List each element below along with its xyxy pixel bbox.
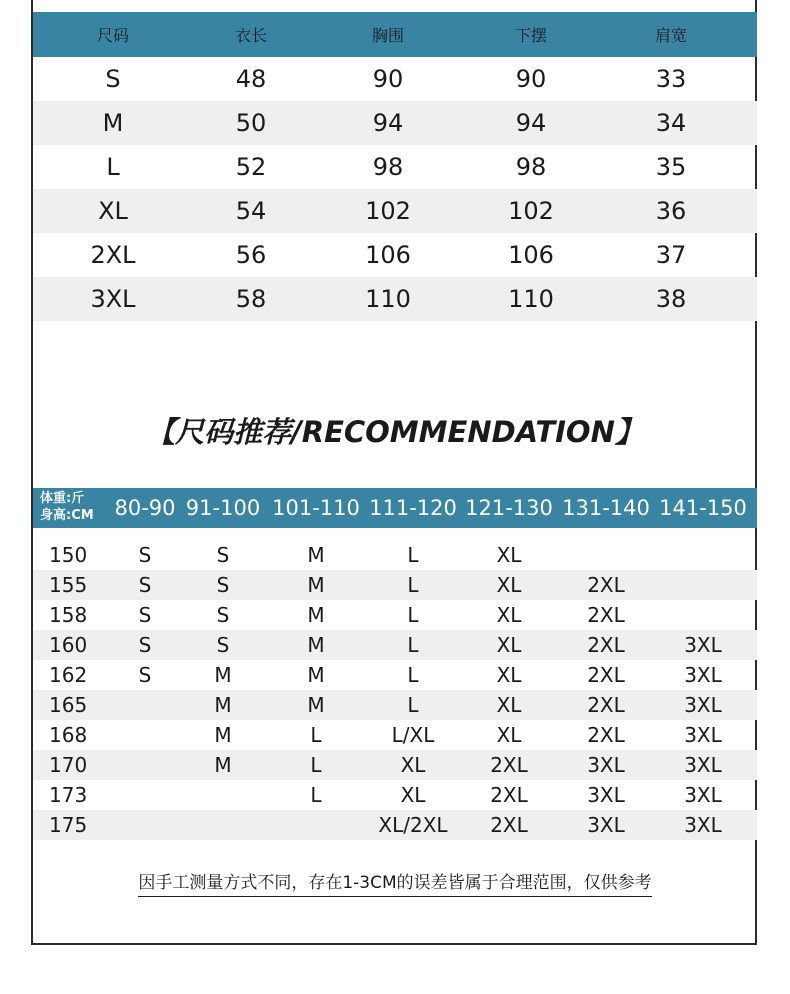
recommended-size-cell <box>658 570 748 600</box>
recommended-size-cell: S <box>138 633 152 657</box>
header-corner-label <box>40 490 94 524</box>
recommended-size-cell: L <box>310 783 322 807</box>
recommended-size-cell <box>100 810 190 840</box>
recommended-size-cell <box>271 810 361 840</box>
size-cell-size: M <box>102 109 124 137</box>
size-cell-hem: 90 <box>515 65 547 93</box>
height-value: 175 <box>49 813 88 837</box>
size-cell-length: 58 <box>235 285 267 313</box>
recommended-size-cell: XL <box>496 573 522 597</box>
recommended-size-cell: L <box>407 693 419 717</box>
size-row <box>33 145 757 189</box>
weight-range-header: 121-130 <box>465 496 553 520</box>
recommended-size-cell: S <box>138 663 152 687</box>
weight-range-header: 101-110 <box>272 496 360 520</box>
recommendation-row <box>33 750 757 780</box>
size-chart-header <box>33 12 757 57</box>
recommended-size-cell: 3XL <box>587 753 625 777</box>
size-cell-shoulder: 34 <box>655 109 687 137</box>
recommended-size-cell: M <box>214 723 232 747</box>
recommended-size-cell: 2XL <box>587 633 625 657</box>
size-cell-chest: 106 <box>365 241 411 269</box>
header-length: 衣长 <box>234 26 267 45</box>
measurement-note <box>0 868 790 893</box>
recommended-size-cell: 2XL <box>490 813 528 837</box>
recommended-size-cell: M <box>214 663 232 687</box>
recommended-size-cell: L <box>407 633 419 657</box>
size-cell-shoulder: 33 <box>655 65 687 93</box>
size-cell-shoulder: 38 <box>655 285 687 313</box>
weight-range-header: 131-140 <box>562 496 650 520</box>
recommended-size-cell: XL <box>496 543 522 567</box>
recommended-size-cell: XL <box>400 753 426 777</box>
size-cell-size: 2XL <box>90 241 136 269</box>
size-cell-chest: 94 <box>372 109 404 137</box>
size-row <box>33 277 757 321</box>
size-cell-size: S <box>105 65 121 93</box>
recommendation-title: 【尺码推荐/RECOMMENDATION】 <box>146 415 644 449</box>
recommended-size-cell: XL <box>496 663 522 687</box>
recommended-size-cell: XL/2XL <box>378 813 448 837</box>
recommended-size-cell: M <box>307 693 325 717</box>
height-value: 158 <box>49 603 88 627</box>
recommended-size-cell: 3XL <box>684 693 722 717</box>
recommended-size-cell <box>561 540 651 570</box>
recommendation-body <box>33 540 757 840</box>
size-cell-hem: 106 <box>508 241 554 269</box>
recommended-size-cell: 2XL <box>587 663 625 687</box>
recommended-size-cell: 2XL <box>587 693 625 717</box>
recommended-size-cell: S <box>138 573 152 597</box>
recommended-size-cell: XL <box>496 723 522 747</box>
measurement-note-text: 因手工测量方式不同，存在1-3CM的误差皆属于合理范围，仅供参考 <box>138 873 651 897</box>
size-cell-length: 54 <box>235 197 267 225</box>
recommended-size-cell <box>100 780 190 810</box>
recommended-size-cell: M <box>307 633 325 657</box>
size-cell-hem: 102 <box>508 197 554 225</box>
header-shoulder: 肩宽 <box>654 26 687 45</box>
recommended-size-cell: S <box>216 603 230 627</box>
recommended-size-cell: M <box>307 573 325 597</box>
recommended-size-cell: 3XL <box>684 783 722 807</box>
weight-range-header: 141-150 <box>659 496 747 520</box>
recommended-size-cell: 3XL <box>684 633 722 657</box>
header-size: 尺码 <box>96 26 129 45</box>
recommended-size-cell: 3XL <box>587 783 625 807</box>
height-value: 160 <box>49 633 88 657</box>
height-value: 165 <box>49 693 88 717</box>
recommended-size-cell: S <box>216 543 230 567</box>
size-cell-size: L <box>106 153 120 181</box>
recommended-size-cell: 3XL <box>587 813 625 837</box>
height-value: 170 <box>49 753 88 777</box>
size-row <box>33 101 757 145</box>
recommendation-header <box>33 488 757 528</box>
size-row <box>33 233 757 277</box>
height-value: 150 <box>49 543 88 567</box>
header-hem: 下摆 <box>514 26 547 45</box>
recommended-size-cell: 3XL <box>684 723 722 747</box>
size-cell-chest: 102 <box>365 197 411 225</box>
recommended-size-cell: M <box>214 693 232 717</box>
recommended-size-cell: S <box>216 573 230 597</box>
size-row <box>33 189 757 233</box>
recommended-size-cell: L <box>407 663 419 687</box>
recommended-size-cell: XL <box>400 783 426 807</box>
recommended-size-cell <box>178 810 268 840</box>
recommended-size-cell: XL <box>496 633 522 657</box>
recommended-size-cell: S <box>138 603 152 627</box>
size-row <box>33 57 757 101</box>
size-cell-length: 52 <box>235 153 267 181</box>
recommended-size-cell: XL <box>496 693 522 717</box>
recommendation-row <box>33 810 757 840</box>
size-cell-shoulder: 36 <box>655 197 687 225</box>
recommended-size-cell: L <box>310 753 322 777</box>
recommended-size-cell <box>658 540 748 570</box>
recommendation-row <box>33 780 757 810</box>
recommendation-row <box>33 660 757 690</box>
height-value: 155 <box>49 573 88 597</box>
recommended-size-cell: 2XL <box>587 573 625 597</box>
recommended-size-cell: L/XL <box>391 723 435 747</box>
recommended-size-cell: S <box>216 633 230 657</box>
recommended-size-cell: L <box>407 573 419 597</box>
recommended-size-cell: L <box>310 723 322 747</box>
recommended-size-cell: M <box>307 663 325 687</box>
weight-range-header: 80-90 <box>114 496 176 520</box>
size-cell-chest: 110 <box>365 285 411 313</box>
size-cell-chest: 98 <box>372 153 404 181</box>
weight-range-header: 91-100 <box>185 496 261 520</box>
recommended-size-cell: M <box>214 753 232 777</box>
recommendation-row <box>33 600 757 630</box>
size-chart-table <box>33 12 757 321</box>
recommendation-row <box>33 570 757 600</box>
size-cell-hem: 98 <box>515 153 547 181</box>
recommendation-row <box>33 630 757 660</box>
size-cell-length: 50 <box>235 109 267 137</box>
size-cell-shoulder: 35 <box>655 153 687 181</box>
size-cell-hem: 94 <box>515 109 547 137</box>
weight-range-header: 111-120 <box>369 496 457 520</box>
recommended-size-cell: 2XL <box>490 783 528 807</box>
size-cell-hem: 110 <box>508 285 554 313</box>
recommended-size-cell: 2XL <box>490 753 528 777</box>
recommended-size-cell: 2XL <box>587 723 625 747</box>
recommended-size-cell <box>100 690 190 720</box>
recommended-size-cell <box>658 600 748 630</box>
recommendation-row <box>33 690 757 720</box>
recommendation-row <box>33 720 757 750</box>
recommended-size-cell <box>100 750 190 780</box>
recommendation-row <box>33 540 757 570</box>
recommendation-table <box>33 488 757 837</box>
corner-height-label: 身高:CM <box>40 508 94 523</box>
recommended-size-cell: 2XL <box>587 603 625 627</box>
size-cell-length: 56 <box>235 241 267 269</box>
corner-weight-label: 体重:斤 <box>40 491 85 506</box>
recommended-size-cell: M <box>307 603 325 627</box>
header-chest: 胸围 <box>371 26 404 45</box>
recommended-size-cell: 3XL <box>684 753 722 777</box>
recommended-size-cell: XL <box>496 603 522 627</box>
recommended-size-cell: 3XL <box>684 813 722 837</box>
size-cell-chest: 90 <box>372 65 404 93</box>
size-cell-size: 3XL <box>90 285 136 313</box>
size-cell-shoulder: 37 <box>655 241 687 269</box>
height-value: 168 <box>49 723 88 747</box>
recommended-size-cell: L <box>407 603 419 627</box>
recommended-size-cell <box>178 780 268 810</box>
recommended-size-cell <box>100 720 190 750</box>
recommended-size-cell: M <box>307 543 325 567</box>
height-value: 162 <box>49 663 88 687</box>
recommended-size-cell: L <box>407 543 419 567</box>
size-cell-length: 48 <box>235 65 267 93</box>
size-cell-size: XL <box>98 197 128 225</box>
recommended-size-cell: 3XL <box>684 663 722 687</box>
recommended-size-cell: S <box>138 543 152 567</box>
height-value: 173 <box>49 783 88 807</box>
